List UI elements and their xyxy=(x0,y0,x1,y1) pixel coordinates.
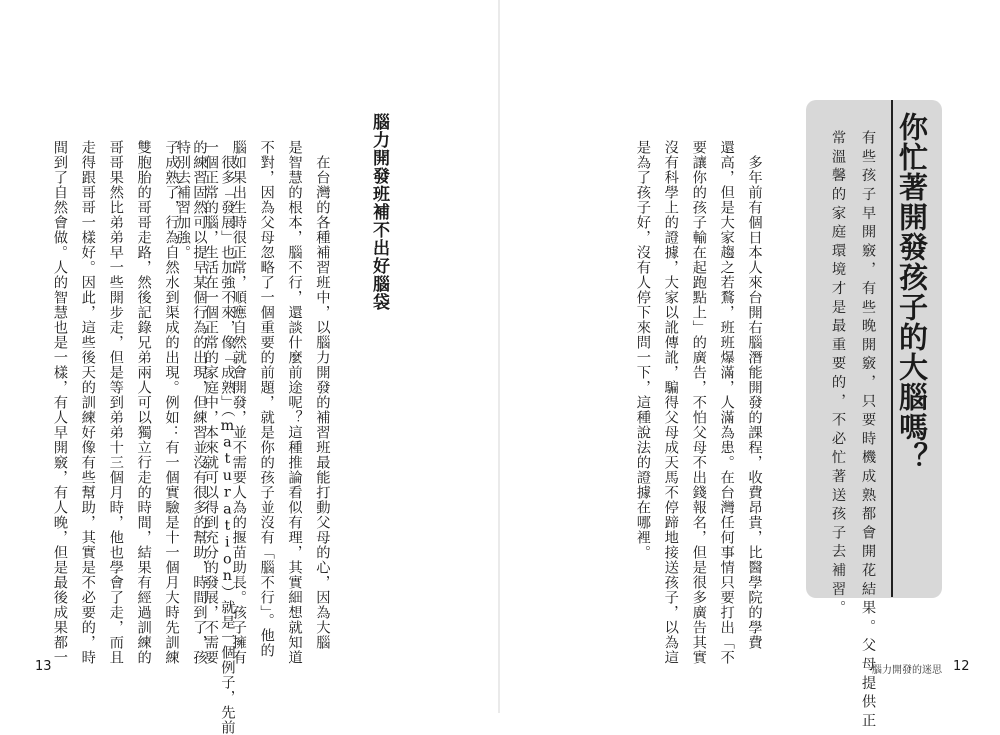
page-gutter xyxy=(498,0,500,713)
callout-divider xyxy=(891,100,893,597)
section-heading: 腦力開發班補不出好腦袋 xyxy=(369,113,389,311)
page-number-left: 13 xyxy=(35,659,52,674)
right-body-text: 多年前有個日本人來台開右腦潛能開發的課程，收費昂貴，比醫學院的學費 還高，但是大家趨之若鶩，班班爆滿，人滿為患。在台灣任何事情只要打出「不 要讓你的孩子輸在起跑點上」的廣告，不怕父母不出錢報名，但是很多廣告其實 沒有科學上的證據，大家以訛傳訛，騙得父母成天馬不停蹄地接送孩子，以為這 是為了孩子好，沒有人停下來問一下，這種說法的證據在哪裡。 xyxy=(634,140,763,665)
callout-text: 有些孩子早開竅，有些晚開竅，只要時機成熟都會開花結果。父母提供正 常溫馨的家庭環境才是最重要的，不必忙著送孩子去補習。 xyxy=(830,130,876,732)
running-head: 腦力開發的迷思 xyxy=(872,665,942,676)
callout-title: 你忙著開發孩子的大腦嗎？ xyxy=(895,112,929,472)
left-paragraph-1: 在台灣的各種補習班中，以腦力開發的補習班最能打動父母的心，因為大腦 是智慧的根本，腦不行，還談什麼前途呢？這種推論看似有理，其實細想就知道 不對，因為父母忽略了一個重要的前題，就是你的孩子並沒有「腦不行」。他的 腦如果出生時很正常，順應自然就會開發，並不需要人為的揠苗助長。孩子擁有 一個正常的腦，生活在一個正常的家庭中，本來就可以得到充分的發展，不需要 特別去補習加強。 xyxy=(174,140,331,665)
page-number-right: 12 xyxy=(953,659,970,674)
left-paragraph-2: 很多「發展」也加強不來，像「成熟」（maturation）就是一個例子，先前 的練習固然可以提早某個行為的出現，但練習並沒有很多的幫助，時間到了，孩 子成熟了，行為自然水到渠成的出現。例如：有一個實驗是十一個月大時先訓練 雙胞胎的哥哥走路，然後記錄兄弟兩人可以獨立行走的時間，結果有經過訓練的 哥哥果然比弟弟早一些開步走，但是等到弟弟十三個月時，他也學會了走，而且 走得跟哥哥一樣好。因此，這些後天的訓練好像有些幫助，其實是不必要的，時 間到了自然會做。人的智慧也是一樣，有人早開竅，有人晚，但是最後成果都一 xyxy=(51,140,236,735)
